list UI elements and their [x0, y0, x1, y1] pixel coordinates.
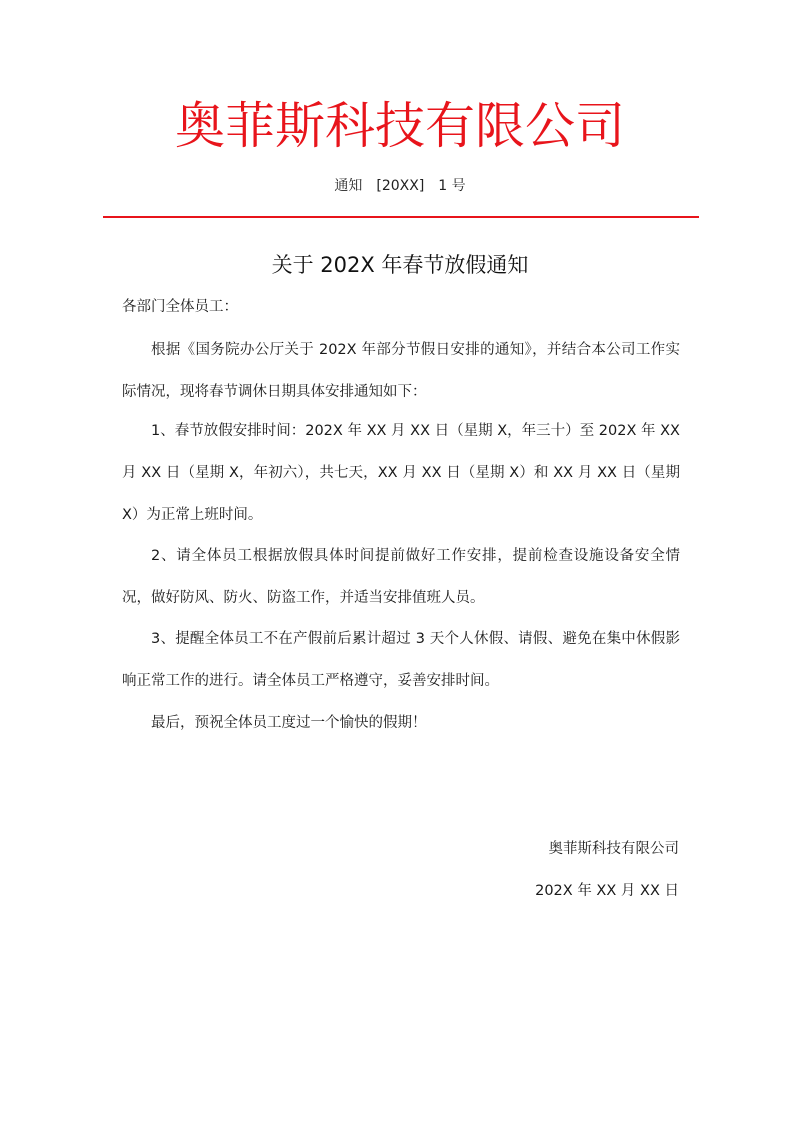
- doc-type: 通知: [334, 178, 363, 194]
- company-header: 奥菲斯科技有限公司: [175, 97, 625, 155]
- salutation: 各部门全体员工：: [122, 299, 238, 315]
- document-number: [0, 176, 800, 196]
- paragraph-item-1: 1、春节放假安排时间：202X 年 XX 月 XX 日（星期 X，年三十）至 202X 年 XX 月 XX 日（星期 X，年初六），共七天，XX 月 XX 日（星期 X）和 XX 月 XX 日（星期 X）为正常上班时间。: [122, 423, 680, 523]
- doc-year: [20XX]: [376, 178, 425, 194]
- paragraph-intro: 根据《国务院办公厅关于 202X 年部分节假日安排的通知》，并结合本公司工作实际情况，现将春节调休日期具体安排通知如下：: [122, 342, 680, 400]
- signature-date: 202X 年 XX 月 XX 日: [535, 883, 679, 899]
- doc-no: 1 号: [438, 178, 466, 194]
- document-title: 关于 202X 年春节放假通知: [271, 253, 529, 277]
- signature-company: 奥菲斯科技有限公司: [548, 841, 679, 857]
- paragraph-item-2: 2、请全体员工根据放假具体时间提前做好工作安排，提前检查设施设备安全情况，做好防风、防火、防盗工作，并适当安排值班人员。: [122, 548, 680, 606]
- paragraph-item-3: 3、提醒全体员工不在产假前后累计超过 3 天个人休假、请假、避免在集中休假影响正常工作的进行。请全体员工严格遵守，妥善安排时间。: [122, 631, 680, 689]
- paragraph-closing: 最后，预祝全体员工度过一个愉快的假期！: [151, 715, 427, 731]
- header-divider: [103, 216, 699, 218]
